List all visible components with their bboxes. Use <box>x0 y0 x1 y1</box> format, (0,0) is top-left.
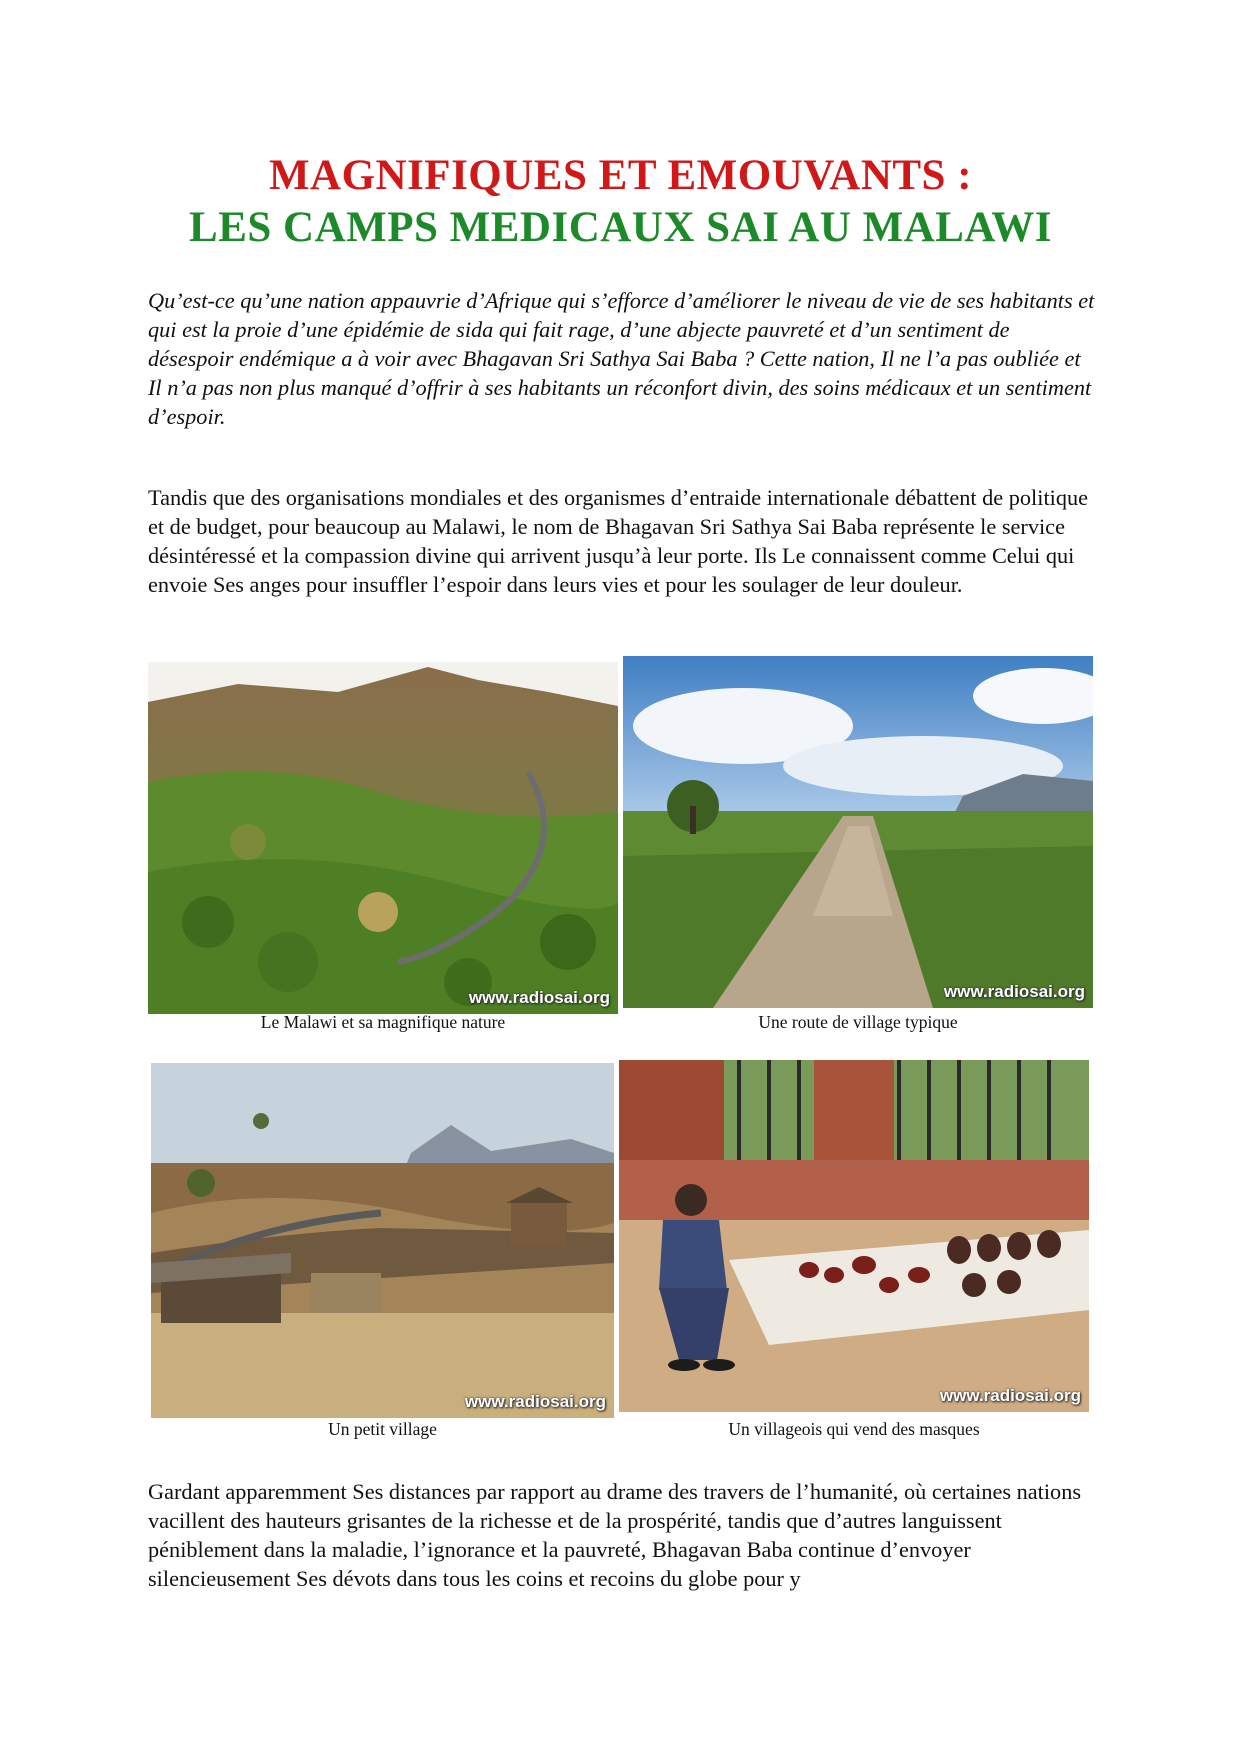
photo-watermark: www.radiosai.org <box>468 988 610 1007</box>
photo-malawi-landscape <box>148 662 618 1014</box>
photo-caption-villager: Un villageois qui vend des masques <box>728 1419 980 1439</box>
photo-small-village <box>151 1063 614 1418</box>
photo-watermark: www.radiosai.org <box>464 1392 606 1411</box>
body-paragraph-1: Tandis que des organisations mondiales et des organismes d’entraide internationale débattent de politique et de budget, pour beaucoup au Malawi, le nom de Bhagavan Sri Sathya Sai Baba représente le service désintéressé et la compassion divine qui arrivent jusqu’à leur porte. Ils Le connaissent comme Celui qui envoie Ses anges pour insuffler l’espoir dans leurs vies et pour les soulager de leur douleur. <box>148 485 1089 597</box>
photo-caption-landscape: Le Malawi et sa magnifique nature <box>260 1012 506 1032</box>
photo-caption-road: Une route de village typique <box>758 1012 958 1032</box>
photo-caption-village: Un petit village <box>328 1419 437 1439</box>
photo-village-road <box>623 656 1093 1008</box>
photo-watermark: www.radiosai.org <box>943 982 1085 1001</box>
body-paragraph-2: Gardant apparemment Ses distances par rapport au drame des travers de l’humanité, où certaines nations vacillent des hauteurs grisantes de la richesse et de la prospérité, tandis que d’autres languissent péniblement dans la maladie, l’ignorance et la pauvreté, Bhagavan Baba continue d’envoyer silencieusement Ses dévots dans tous les coins et recoins du globe pour y <box>148 1479 1082 1591</box>
page-title-line2: LES CAMPS MEDICAUX SAI AU MALAWI <box>189 204 1052 251</box>
photo-watermark: www.radiosai.org <box>939 1386 1081 1405</box>
intro-paragraph: Qu’est-ce qu’une nation appauvrie d’Afrique qui s’efforce d’améliorer le niveau de vie de ses habitants et qui est la proie d’une épidémie de sida qui fait rage, d’une abjecte pauvreté et d’un sentiment de désespoir endémique a à voir avec Bhagavan Sri Sathya Sai Baba ? Cette nation, Il ne l’a pas oubliée et Il n’a pas non plus manqué d’offrir à ses habitants un réconfort divin, des soins médicaux et un sentiment d’espoir. <box>148 288 1095 429</box>
page-title-line1: MAGNIFIQUES ET EMOUVANTS : <box>268 152 973 199</box>
photo-villager-masks <box>619 1060 1089 1412</box>
